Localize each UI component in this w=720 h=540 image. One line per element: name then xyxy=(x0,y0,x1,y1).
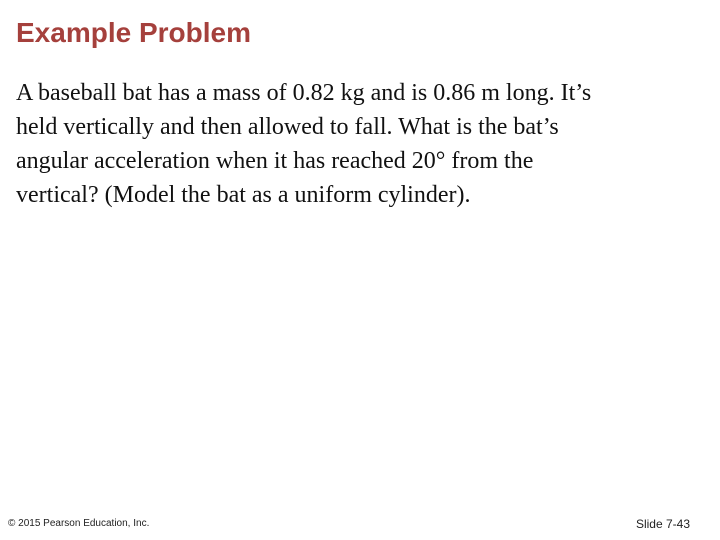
problem-line: angular acceleration when it has reached 20° from the xyxy=(16,148,534,174)
footer-copyright: © 2015 Pearson Education, Inc. xyxy=(8,518,150,529)
slide-title: Example Problem xyxy=(16,17,251,48)
slide-number: Slide 7-43 xyxy=(635,517,690,531)
problem-line: A baseball bat has a mass of 0.82 kg and is 0.86 m long. It’s xyxy=(16,80,592,106)
problem-line: vertical? (Model the bat as a uniform cylinder). xyxy=(16,182,471,208)
problem-statement xyxy=(16,76,706,212)
problem-line: held vertically and then allowed to fall. What is the bat’s xyxy=(16,114,559,140)
